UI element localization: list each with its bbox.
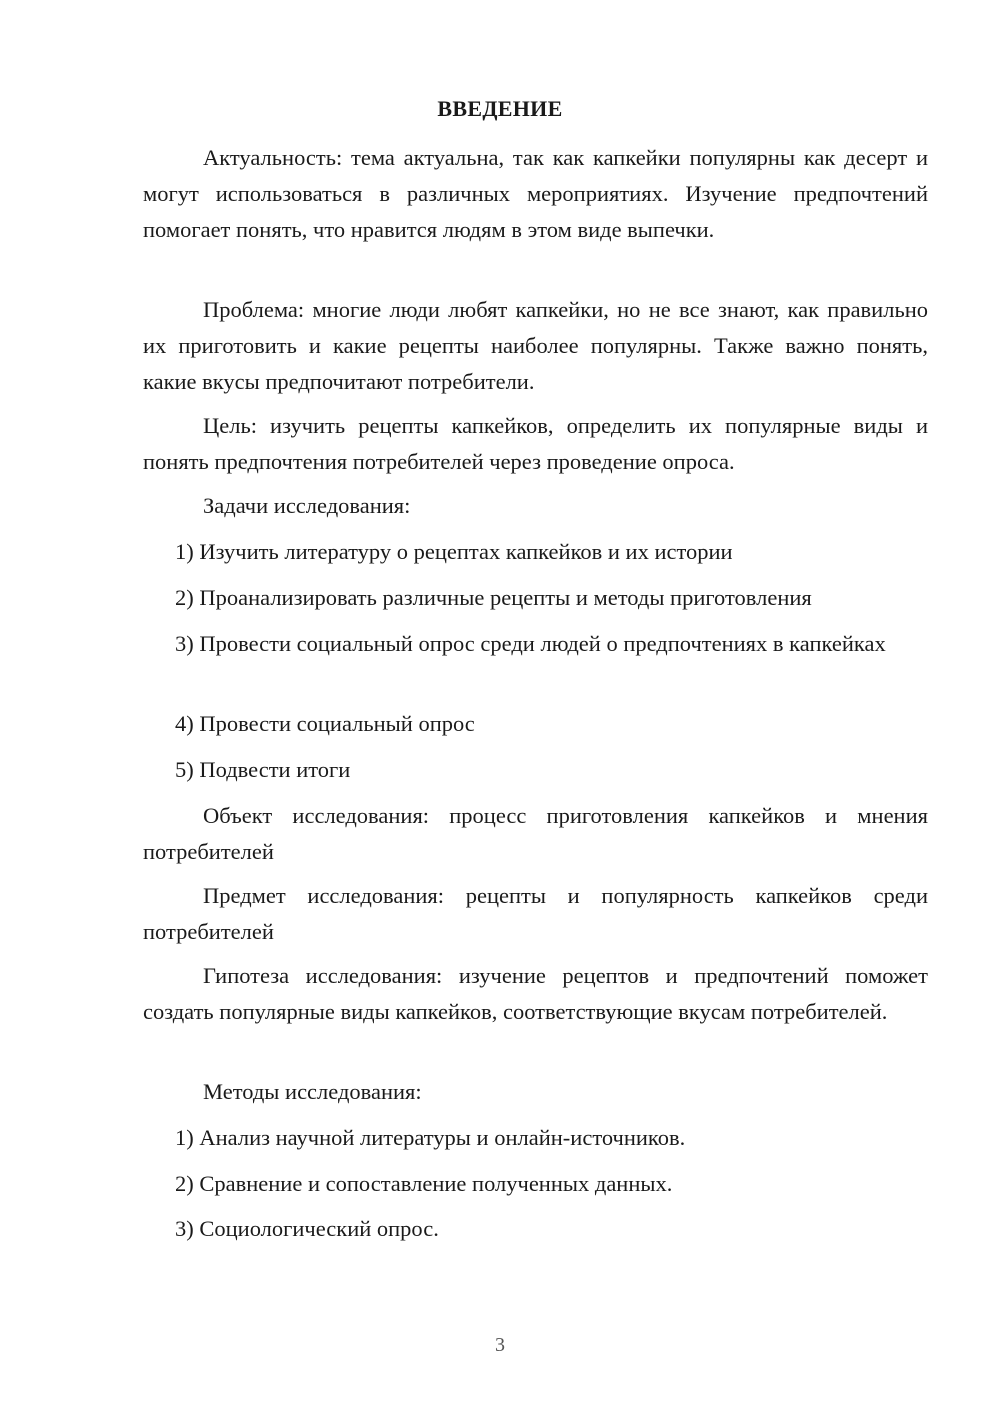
- tasks-heading: Задачи исследования:: [203, 493, 411, 518]
- task-item: 4) Провести социальный опрос: [175, 711, 475, 736]
- subject-paragraph: Предмет исследования: рецепты и популярность капкейков среди потребителей: [143, 883, 928, 944]
- methods-heading: Методы исследования:: [203, 1079, 422, 1104]
- task-item: 2) Проанализировать различные рецепты и методы приготовления: [175, 585, 812, 610]
- hypothesis-paragraph: Гипотеза исследования: изучение рецептов и предпочтений поможет создать популярные виды капкейков, соответствующие вкусам потребителей.: [143, 963, 928, 1024]
- relevance-paragraph: Актуальность: тема актуальна, так как капкейки популярны как десерт и могут использоваться в различных мероприятиях. Изучение предпочтений помогает понять, что нравится людям в этом виде выпечки.: [143, 145, 928, 242]
- task-item: 5) Подвести итоги: [175, 757, 351, 782]
- task-item: 3) Провести социальный опрос среди людей о предпочтениях в капкейках: [175, 631, 886, 656]
- goal-paragraph: Цель: изучить рецепты капкейков, определить их популярные виды и понять предпочтения потребителей через проведение опроса.: [143, 413, 928, 474]
- task-item: 1) Изучить литературу о рецептах капкейков и их истории: [175, 539, 733, 564]
- section-heading: ВВЕДЕНИЕ: [437, 96, 563, 121]
- problem-paragraph: Проблема: многие люди любят капкейки, но не все знают, как правильно их приготовить и какие рецепты наиболее популярны. Также важно понять, какие вкусы предпочитают потребители.: [143, 297, 928, 394]
- page-number: 3: [495, 1334, 505, 1356]
- method-item: 3) Социологический опрос.: [175, 1216, 439, 1241]
- method-item: 2) Сравнение и сопоставление полученных данных.: [175, 1171, 673, 1196]
- object-paragraph: Объект исследования: процесс приготовления капкейков и мнения потребителей: [143, 803, 928, 864]
- method-item: 1) Анализ научной литературы и онлайн-источников.: [175, 1125, 686, 1150]
